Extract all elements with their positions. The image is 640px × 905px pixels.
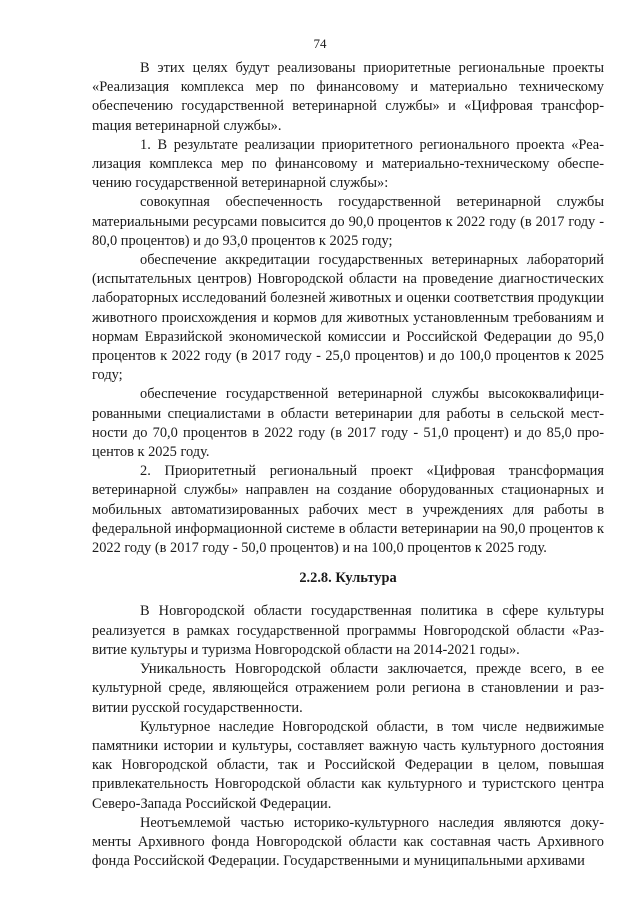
paragraph-region-uniqueness: Уникальность Новгородской области заключается, прежде всего, в ее культурной среде, являющейся отражением роли региона в становлении и развитии русской государственности. — [92, 661, 604, 716]
section-heading-culture: 2.2.8. Культура — [299, 570, 397, 587]
paragraph-project-1-intro: 1. В результате реализации приоритетного регионального проекта «Реализация комплекса мер по финансовому и материально-техническому обеспечению государственной ветеринарной службы»: — [92, 136, 604, 192]
paragraph-goals-projects: В этих целях будут реализованы приоритетные региональные проекты «Реализация комплекса мер по финансовому и материально техническому обеспечению государственной ветеринарной службы» и «Цифровая трансфорmация ветеринарной службы». — [92, 60, 604, 134]
paragraph-cultural-heritage: Культурное наследие Новгородской области, в том числе недвижимые памятники истории и культуры, составляет важную часть культурного достояния как Новгородской области, так и Российской Федерации в целом, повышая привлекательность Новгородской области как культурного и туристского центра Северо-Запада Российской Федерации. — [92, 718, 604, 812]
paragraph-material-resources: совокупная обеспеченность государственной ветеринарной службы материальными ресурсами повысится до 90,0 процентов к 2022 году (в 2017 году - 80,0 процентов) и до 93,0 процентов к 2025 году; — [92, 194, 604, 249]
paragraph-qualified-specialists: обеспечение государственной ветеринарной службы высококвалифицированными специалистами в области ветеринарии для работы в сельской местности до 70,0 процентов в 2022 году (в 2017 году - 51,0 процент) и до 85,0 процентов к 2025 году. — [92, 386, 604, 461]
paragraph-culture-policy: В Новгородской области государственная политика в сфере культуры реализуется в рамках государственной программы Новгородской области «Развитие культуры и туризма Новгородской области на 2014-2021 годы». — [92, 603, 604, 658]
paragraph-archive-fund: Неотъемлемой частью историко-культурного наследия являются документы Архивного фонда Новгородской области как составная часть Архивного фонда Российской Федерации. Государственными и муниципальными архивами — [92, 814, 604, 870]
paragraph-lab-accreditation: обеспечение аккредитации государственных ветеринарных лабораторий (испытательных центров) Новгородской области на проведение диагностических лабораторных исследований болезней животных и оценки соответствия продукции животного происхождения и кормов для животных установленным требованиям и нормам Евразийской экономической комиссии и Российской Федерации до 95,0 процентов к 2022 году (в 2017 году - 25,0 процентов) и до 100,0 процентов к 2025 году; — [92, 252, 604, 384]
paragraph-project-2-digital: 2. Приоритетный региональный проект «Цифровая трансформация ветеринарной службы» направлен на создание оборудованных стационарных и мобильных автоматизированных рабочих мест в учреждениях для работы в федеральной информационной системе в области ветеринарии на 90,0 процентов к 2022 году (в 2017 году - 50,0 процентов) и на 100,0 процентов к 2025 году. — [92, 463, 604, 557]
page-body — [92, 59, 604, 871]
page-number: 74 — [313, 36, 327, 51]
